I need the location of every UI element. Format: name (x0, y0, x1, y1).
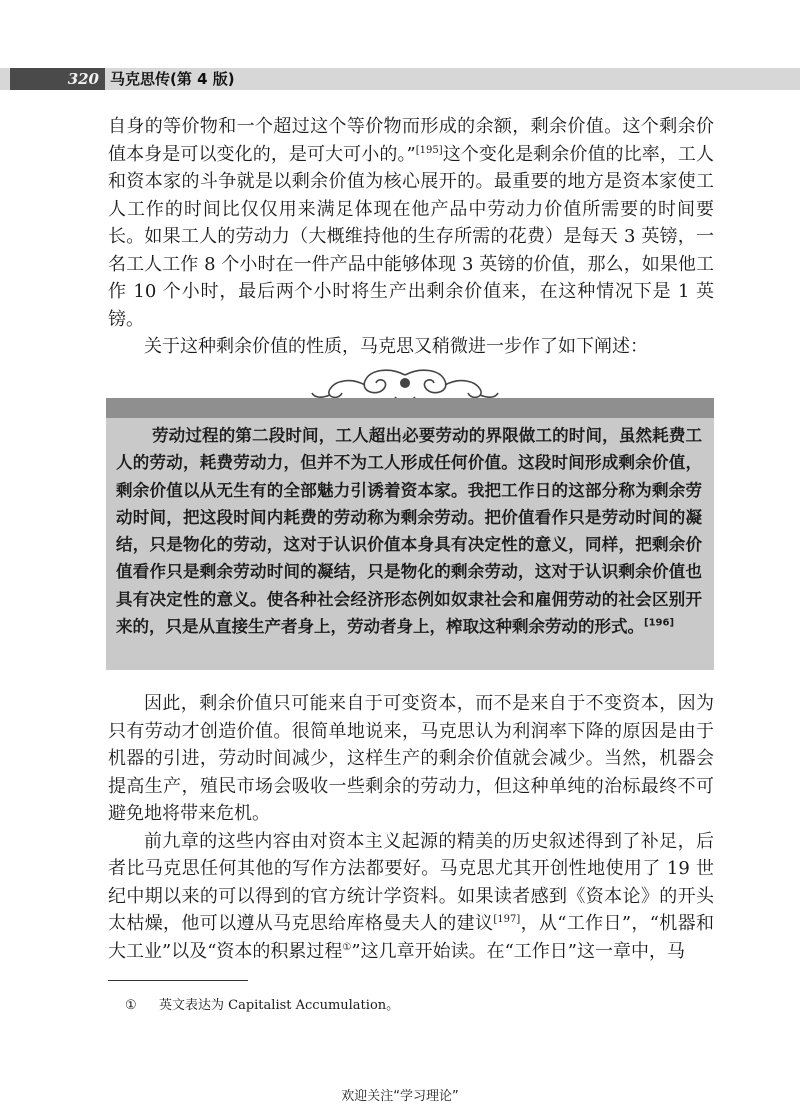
running-header (0, 68, 800, 90)
quote-text: 劳动过程的第二段时间，工人超出必要劳动的界限做工的时间，虽然耗费工人的劳动，耗费劳动力，但并不为工人形成任何价值。这段时间形成剩余价值，剩余价值以从无生有的全部魅力引诱着资本家。我把工作日的这部分称为剩余劳动时间，把这段时间内耗费的劳动称为剩余劳动。把价值看作只是劳动时间的凝结，只是物化的劳动，这对于认识价值本身具有决定性的意义，同样，把剩余价值看作只是剩余劳动时间的凝结，只是物化的剩余劳动，这对于认识剩余价值也具有决定性的意义。使各种社会经济形态例如奴隶社会和雇佣劳动的社会区别开来的，只是从直接生产者身上，劳动者身上，榨取这种剩余劳动的形式。[196] (116, 426, 702, 637)
footnote-mark: ① (125, 998, 137, 1013)
citation-195: [195] (415, 144, 443, 156)
footnote (125, 997, 399, 1015)
block-quote (106, 398, 714, 670)
footnote-text: 英文表达为 Capitalist Accumulation。 (159, 998, 400, 1013)
book-title: 马克思传(第 4 版) (110, 70, 235, 88)
citation-196: [196] (644, 617, 675, 629)
watermark-text: 欢迎关注“学习理论” (341, 1089, 459, 1104)
paragraph-4: 前九章的这些内容由对资本主义起源的精美的历史叙述得到了补足，后者比马克思任何其他的写作方法都要好。马克思尤其开创性地使用了 19 世纪中期以来的可以得到的官方统计学资料。如果读者感到《资本论》的开头太枯燥，他可以遵从马克思给库格曼夫人的建议[197]，从“工作日”，“机器和大工业”以及“资本的积累过程①”这几章开始读。在“工作日”这一章中，马 (108, 830, 715, 962)
paragraph-1: 自身的等价物和一个超过这个等价物而形成的余额，剩余价值。这个剩余价值本身是可以变化的，是可大可小的。”[195]这个变化是剩余价值的比率，工人和资本家的斗争就是以剩余价值为核心展开的。最重要的地方是资本家使工人工作的时间比仅仅用来满足体现在他产品中劳动力价值所需要的时间要长。如果工人的劳动力（大概维持他的生存所需的花费）是每天 3 英镑，一名工人工作 8 个小时在一件产品中能够体现 3 英镑的价值，那么，如果他工作 10 个小时，最后两个小时将生产出剩余价值来，在这种情况下是 1 英镑。 (108, 116, 715, 330)
paragraph-2: 关于这种剩余价值的性质，马克思又稍微进一步作了如下阐述： (144, 336, 648, 357)
page-number: 320 (10, 68, 105, 90)
footnote-marker: ① (342, 941, 352, 953)
quote-top-band (106, 398, 714, 418)
body-bottom (108, 690, 714, 965)
paragraph-3: 因此，剩余价值只可能来自于可变资本，而不是来自于不变资本，因为只有劳动才创造价值。很简单地说来，马克思认为利润率下降的原因是由于机器的引进，劳动时间减少，这样生产的剩余价值就会减少。当然，机器会提高生产，殖民市场会吸收一些剩余的劳动力，但这种单纯的治标最终不可避免地将带来危机。 (108, 693, 714, 824)
citation-197: [197] (493, 914, 521, 925)
body-top (108, 113, 714, 361)
footnote-divider (108, 980, 248, 981)
